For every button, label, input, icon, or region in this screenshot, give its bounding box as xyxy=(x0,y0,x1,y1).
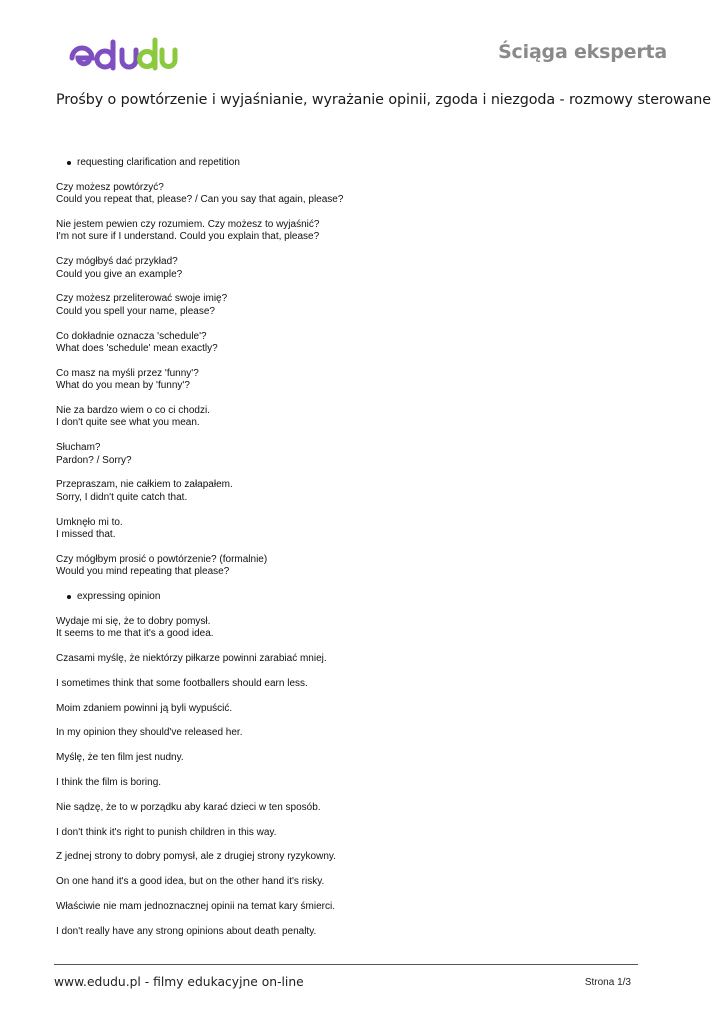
phrase-english: Sorry, I didn't quite catch that. xyxy=(56,491,188,503)
header-tagline: Ściąga eksperta xyxy=(498,41,667,63)
phrase-polish: Umknęło mi to. xyxy=(56,516,123,528)
phrase-line: Moim zdaniem powinni ją byli wypuścić. xyxy=(56,702,233,714)
phrase-english: I'm not sure if I understand. Could you explain that, please? xyxy=(56,231,320,243)
phrase-line: Czasami myślę, że niektórzy piłkarze powinni zarabiać mniej. xyxy=(56,653,327,664)
phrase-line: Myślę, że ten film jest nudny. xyxy=(56,752,184,764)
page-title: Prośby o powtórzenie i wyjaśnianie, wyrażanie opinii, zgoda i niezgoda - rozmowy sterowane xyxy=(56,92,711,108)
phrase-pair xyxy=(56,293,656,318)
phrase-english: It seems to me that it's a good idea. xyxy=(56,628,214,640)
phrase-polish: Przepraszam, nie całkiem to załapałem. xyxy=(56,479,233,491)
phrase-polish: Nie jestem pewien czy rozumiem. Czy możesz to wyjaśnić? xyxy=(56,218,320,230)
opinion-phrases xyxy=(56,653,656,938)
phrase-line: On one hand it's a good idea, but on the other hand it's risky. xyxy=(56,876,325,888)
phrase-pair xyxy=(56,517,656,542)
edudu-logo[interactable] xyxy=(68,34,178,74)
phrase-english: I don't quite see what you mean. xyxy=(56,417,200,429)
phrase-english: Could you give an example? xyxy=(56,268,183,280)
phrase-line: I sometimes think that some footballers should earn less. xyxy=(56,677,308,689)
phrase-pair xyxy=(56,554,656,579)
phrase-line: In my opinion they should've released her. xyxy=(56,727,243,739)
phrase-line: I don't think it's right to punish children in this way. xyxy=(56,826,277,838)
phrase-english: I missed that. xyxy=(56,529,116,541)
document-body xyxy=(56,157,656,951)
phrase-pair xyxy=(56,616,656,641)
phrase-pair xyxy=(56,182,656,207)
phrase-pair xyxy=(56,479,656,504)
phrase-pair xyxy=(56,368,656,393)
phrase-line: Właściwie nie mam jednoznacznej opinii na temat kary śmierci. xyxy=(56,900,335,912)
bullet-icon xyxy=(67,161,71,165)
phrase-line: I think the film is boring. xyxy=(56,776,162,788)
section-heading-clarification: requesting clarification and repetition xyxy=(56,157,656,169)
phrase-polish: Co masz na myśli przez 'funny'? xyxy=(56,367,199,379)
phrase-pair xyxy=(56,219,656,244)
phrase-polish: Słucham? xyxy=(56,442,101,454)
phrase-polish: Czy mógłbyś dać przykład? xyxy=(56,256,178,268)
phrase-polish: Wydaje mi się, że to dobry pomysł. xyxy=(56,615,211,627)
phrase-english: What does 'schedule' mean exactly? xyxy=(56,343,218,354)
phrase-polish: Nie za bardzo wiem o co ci chodzi. xyxy=(56,405,210,416)
phrase-pair xyxy=(56,442,656,467)
page-header xyxy=(0,0,725,90)
phrase-polish: Czy mógłbym prosić o powtórzenie? (formalnie) xyxy=(56,553,268,565)
bullet-icon xyxy=(67,595,71,599)
section-heading-opinion: expressing opinion xyxy=(56,591,656,603)
phrase-english: Could you spell your name, please? xyxy=(56,305,215,317)
phrase-english: Pardon? / Sorry? xyxy=(56,454,132,466)
phrase-pair xyxy=(56,256,656,281)
phrase-english: What do you mean by 'funny'? xyxy=(56,380,190,392)
phrase-polish: Co dokładnie oznacza 'schedule'? xyxy=(56,330,207,342)
phrase-english: Could you repeat that, please? / Can you say that again, please? xyxy=(56,194,344,206)
phrase-line: I don't really have any strong opinions about death penalty. xyxy=(56,925,317,937)
phrase-line: Z jednej strony to dobry pomysł, ale z drugiej strony ryzykowny. xyxy=(56,851,336,863)
phrase-pair xyxy=(56,331,656,356)
phrase-polish: Czy możesz powtórzyć? xyxy=(56,181,164,193)
phrase-pair xyxy=(56,405,656,430)
clarification-phrases xyxy=(56,182,656,579)
footer-site-link[interactable]: www.edudu.pl - filmy edukacyjne on-line xyxy=(54,975,304,989)
phrase-line: Nie sądzę, że to w porządku aby karać dzieci w ten sposób. xyxy=(56,801,321,813)
phrase-english: Would you mind repeating that please? xyxy=(56,566,230,578)
phrase-polish: Czy możesz przeliterować swoje imię? xyxy=(56,293,228,305)
footer-divider xyxy=(54,964,638,965)
page-number: Strona 1/3 xyxy=(584,977,631,988)
